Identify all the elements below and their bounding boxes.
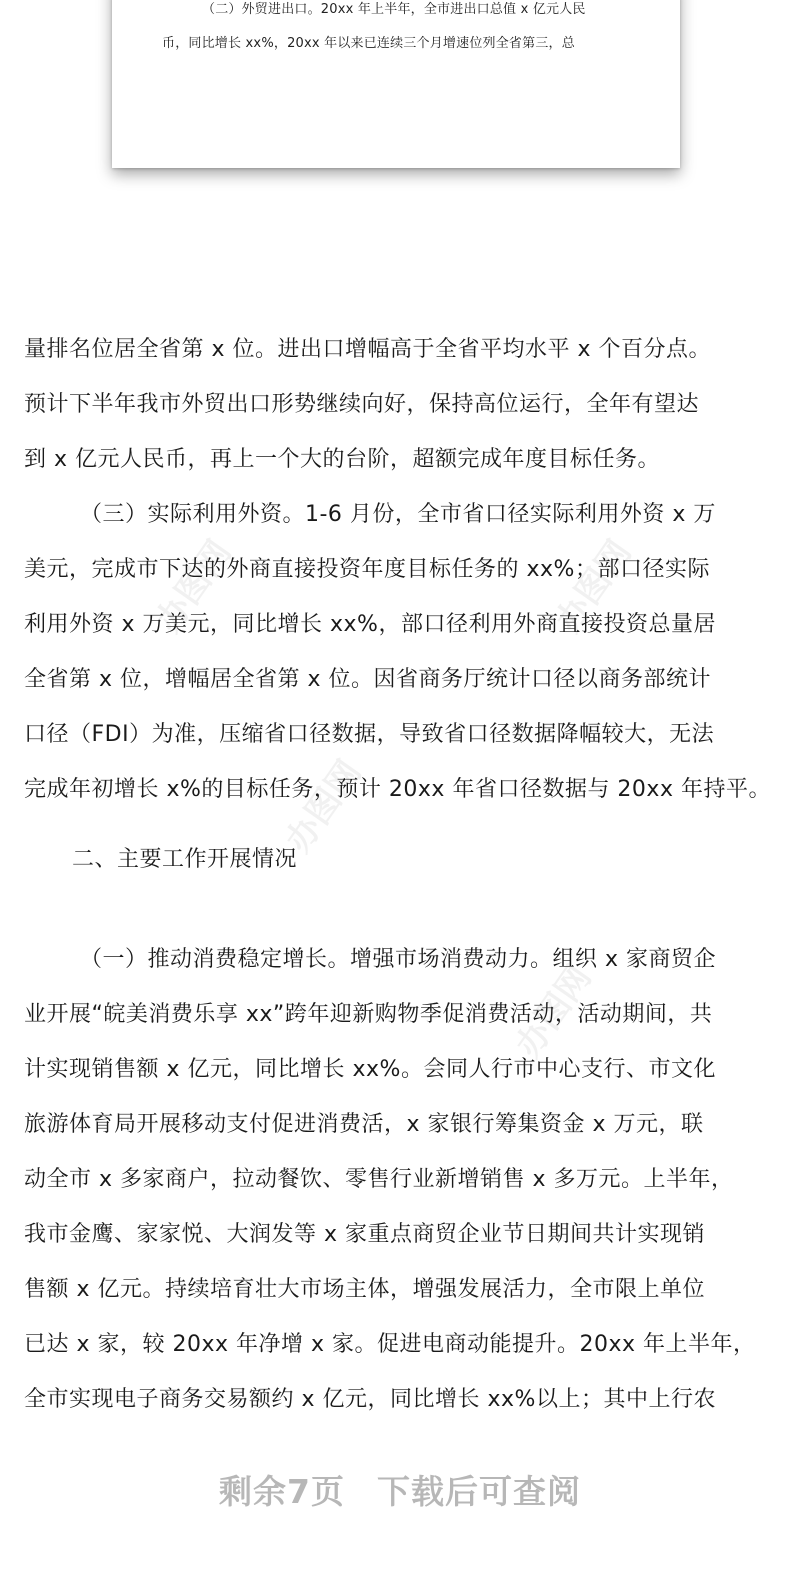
- text-line: 口径（FDI）为准，压缩省口径数据，导致省口径数据降幅较大，无法: [24, 722, 715, 747]
- text-line: 量排名位居全省第 x 位。进出口增幅高于全省平均水平 x 个百分点。: [24, 337, 712, 362]
- download-hint-label: 下载后可查阅: [376, 1472, 581, 1511]
- watermark: 办图网: [278, 753, 370, 860]
- text-line: 预计下半年我市外贸出口形势继续向好，保持高位运行，全年有望达: [24, 392, 700, 417]
- text-line: （一）推动消费稳定增长。增强市场消费动力。组织 x 家商贸企: [80, 947, 717, 972]
- download-prompt[interactable]: [0, 1466, 800, 1513]
- text-line: 计实现销售额 x 亿元，同比增长 xx%。会同人行市中心支行、市文化: [24, 1057, 716, 1082]
- watermark: 办图网: [148, 533, 240, 640]
- watermark: 办图网: [508, 958, 600, 1065]
- text-line: 动全市 x 多家商户，拉动餐饮、零售行业新增销售 x 多万元。上半年，: [24, 1167, 734, 1192]
- text-line: 全省第 x 位，增幅居全省第 x 位。因省商务厅统计口径以商务部统计: [24, 667, 712, 692]
- remaining-pages-label: 剩余7页: [219, 1472, 345, 1511]
- card-text-line: 币，同比增长 xx%，20xx 年以来已连续三个月增速位列全省第三，总: [162, 36, 575, 51]
- preview-page-card: [112, 0, 680, 168]
- text-line: 利用外资 x 万美元，同比增长 xx%，部口径利用外商直接投资总量居: [24, 612, 716, 637]
- text-line: 到 x 亿元人民币，再上一个大的台阶，超额完成年度目标任务。: [24, 447, 661, 472]
- text-line: 全市实现电子商务交易额约 x 亿元，同比增长 xx%以上；其中上行农: [24, 1387, 716, 1412]
- text-line: 售额 x 亿元。持续培育壮大市场主体，增强发展活力，全市限上单位: [24, 1277, 706, 1302]
- text-line: （三）实际利用外资。1-6 月份，全市省口径实际利用外资 x 万: [80, 502, 716, 527]
- watermark: 办图网: [548, 533, 640, 640]
- text-line: 完成年初增长 x%的目标任务，预计 20xx 年省口径数据与 20xx 年持平。: [24, 777, 771, 802]
- card-text-line: （二）外贸进出口。20xx 年上半年，全市进出口总值 x 亿元人民: [202, 2, 586, 17]
- text-line: 已达 x 家，较 20xx 年净增 x 家。促进电商动能提升。20xx 年上半年，: [24, 1332, 756, 1357]
- text-line: 美元，完成市下达的外商直接投资年度目标任务的 xx%；部口径实际: [24, 557, 710, 582]
- text-line: 业开展“皖美消费乐享 xx”跨年迎新购物季促消费活动，活动期间，共: [24, 1002, 713, 1027]
- section-heading: 二、主要工作开展情况: [72, 847, 298, 872]
- text-line: 我市金鹰、家家悦、大润发等 x 家重点商贸企业节日期间共计实现销: [24, 1222, 706, 1247]
- text-line: 旅游体育局开展移动支付促进消费活，x 家银行筹集资金 x 万元，联: [24, 1112, 704, 1137]
